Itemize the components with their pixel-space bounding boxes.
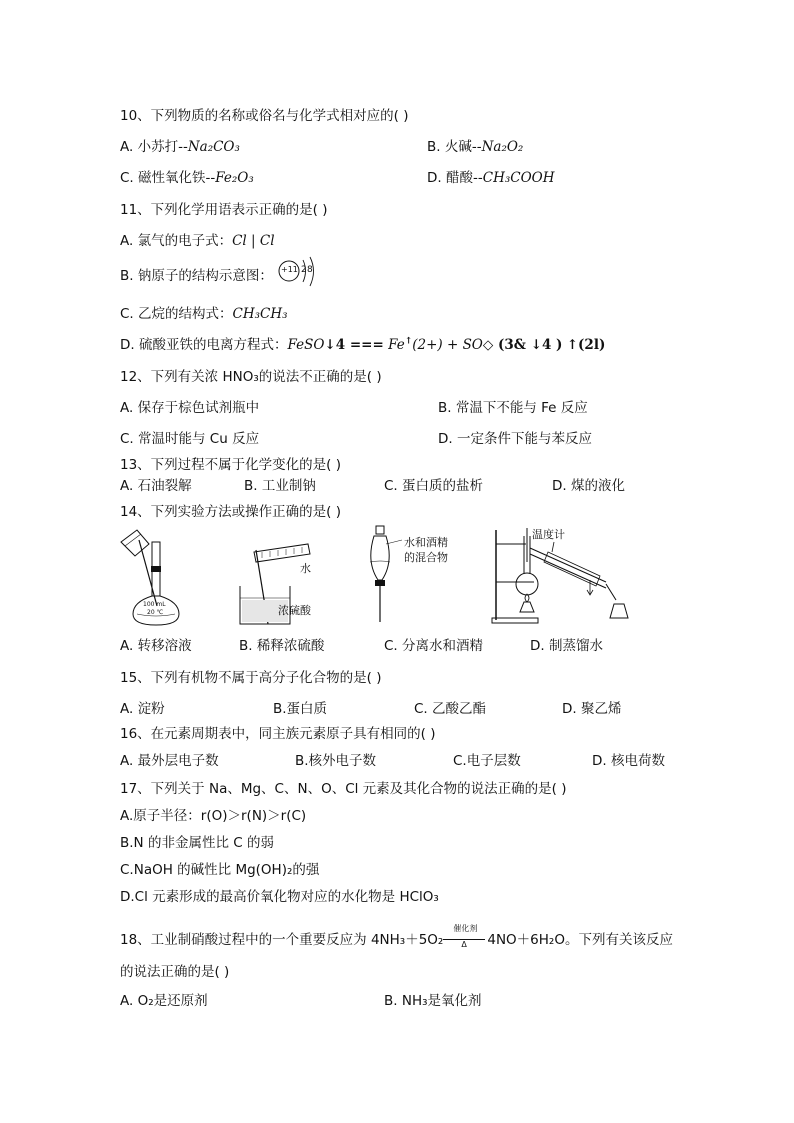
q10-option-d-formula: CH₃COOH [482, 170, 555, 186]
q14-option-d: D. 制蒸馏水 [530, 638, 603, 654]
q16-option-b: B.核外电子数 [295, 753, 377, 769]
figure-separatory-funnel [362, 522, 462, 626]
q17-option-b: B.N 的非金属性比 C 的弱 [120, 835, 274, 851]
shell-2-electrons: 8 [307, 265, 313, 275]
heat-label: Δ [461, 940, 467, 949]
shell-1-electrons: 2 [301, 265, 307, 275]
q13-stem: 13、下列过程不属于化学变化的是( ) [120, 457, 342, 473]
q18-option-a: A. O₂是还原剂 [120, 993, 208, 1009]
q11-option-d-formula: FeSO [287, 337, 325, 353]
q15-option-a: A. 淀粉 [120, 701, 165, 717]
q10-option-b-formula: Na₂O₂ [481, 139, 524, 155]
figure-distillation [490, 522, 640, 626]
q17-option-c: C.NaOH 的碱性比 Mg(OH)₂的强 [120, 862, 320, 878]
q10-stem: 10、下列物质的名称或俗名与化学式相对应的( ) [120, 108, 409, 124]
q11-option-c-formula: CH₃CH₃ [232, 306, 288, 322]
q14-option-b: B. 稀释浓硫酸 [239, 638, 325, 654]
figure-transfer-solution [115, 522, 185, 626]
water-label: 水 [300, 562, 311, 575]
q11-option-d: D. 硫酸亚铁的电离方程式：FeSO↓4 === Fe↑(2+) + SO◇ (3& ↓4 ) ↑(2l) [120, 336, 606, 353]
q10-option-b: B. 火碱--Na₂O₂ [427, 139, 524, 155]
flask-volume-label: 100 mL [143, 601, 166, 608]
q18-option-b: B. NH₃是氧化剂 [384, 993, 482, 1009]
q16-stem: 16、在元素周期表中，同主族元素原子具有相同的( ) [120, 726, 436, 742]
q14-option-a: A. 转移溶液 [120, 638, 192, 654]
q10-option-d: D. 醋酸--CH₃COOH [427, 170, 555, 186]
q12-stem: 12、下列有关浓 HNO₃的说法不正确的是( ) [120, 369, 382, 385]
q13-option-a: A. 石油裂解 [120, 478, 192, 494]
q18-stem: 18、工业制硝酸过程中的一个重要反应为 4NH₃＋5O₂ 催化剂 Δ 4NO＋6H₂O。下列有关该反应 [120, 924, 673, 949]
q15-option-c: C. 乙酸乙酯 [414, 701, 487, 717]
q17-option-a: A.原子半径：r(O)＞r(N)＞r(C) [120, 808, 307, 824]
mixture-label-2: 的混合物 [404, 551, 448, 564]
q14-stem: 14、下列实验方法或操作正确的是( ) [120, 504, 342, 520]
figure-dilute-acid [232, 540, 322, 626]
q11-option-b: B. 钠原子的结构示意图： [120, 268, 273, 284]
q12-option-a: A. 保存于棕色试剂瓶中 [120, 400, 260, 416]
q16-option-c: C.电子层数 [453, 753, 521, 769]
q12-option-b: B. 常温下不能与 Fe 反应 [438, 400, 588, 416]
q17-stem: 17、下列关于 Na、Mg、C、N、O、Cl 元素及其化合物的说法正确的是( ) [120, 781, 567, 797]
q13-option-d: D. 煤的液化 [552, 478, 625, 494]
q10-option-c-formula: Fe₂O₃ [215, 170, 254, 186]
q15-option-d: D. 聚乙烯 [562, 701, 622, 717]
q11-option-a: A. 氯气的电子式：Cl | Cl [120, 233, 275, 249]
q13-option-c: C. 蛋白质的盐析 [384, 478, 484, 494]
q16-option-a: A. 最外层电子数 [120, 753, 219, 769]
q11-option-c: C. 乙烷的结构式：CH₃CH₃ [120, 306, 288, 322]
nucleus-charge: +11 [281, 265, 298, 274]
mixture-label-1: 水和酒精 [404, 536, 448, 549]
reaction-condition [443, 924, 487, 949]
q15-stem: 15、下列有机物不属于高分子化合物的是( ) [120, 670, 382, 686]
q13-option-b: B. 工业制钠 [244, 478, 316, 494]
q12-option-c: C. 常温时能与 Cu 反应 [120, 431, 260, 447]
q10-option-a-formula: Na₂CO₃ [187, 139, 240, 155]
q10-option-a: A. 小苏打--Na₂CO₃ [120, 139, 240, 155]
q12-option-d: D. 一定条件下能与苯反应 [438, 431, 592, 447]
acid-label: 浓硫酸 [278, 604, 311, 617]
q16-option-d: D. 核电荷数 [592, 753, 665, 769]
distillation-svg [490, 522, 640, 626]
q18-stem-line2: 的说法正确的是( ) [120, 964, 230, 980]
q14-option-c: C. 分离水和酒精 [384, 638, 484, 654]
q11-stem: 11、下列化学用语表示正确的是( ) [120, 202, 328, 218]
catalyst-label: 催化剂 [453, 924, 478, 933]
q15-option-b: B.蛋白质 [273, 701, 328, 717]
q11-option-a-formula: Cl | Cl [232, 233, 275, 249]
q17-option-d: D.Cl 元素形成的最高价氧化物对应的水化物是 HClO₃ [120, 889, 439, 905]
sodium-atom-diagram [276, 256, 326, 292]
q10-option-c: C. 磁性氧化铁--Fe₂O₃ [120, 170, 254, 186]
thermometer-label: 温度计 [532, 528, 565, 541]
flask-temp-label: 20 ℃ [147, 609, 164, 616]
